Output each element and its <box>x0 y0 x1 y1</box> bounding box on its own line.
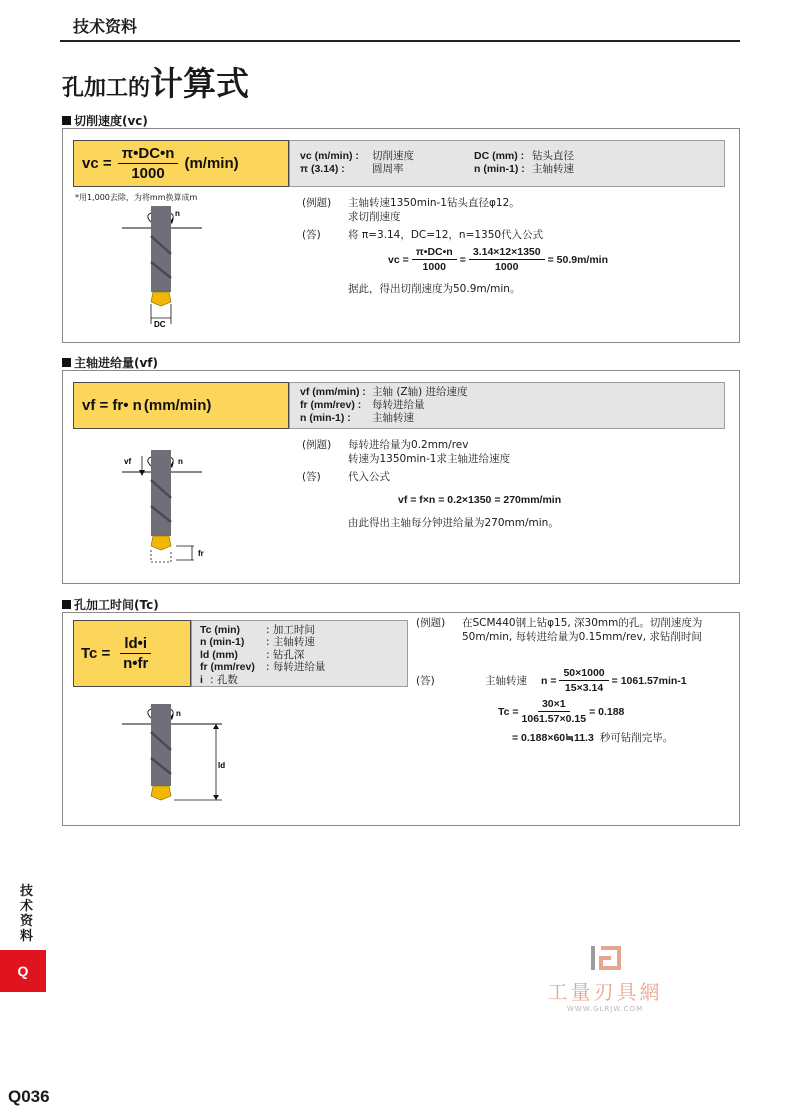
bullet-square-icon <box>62 600 71 609</box>
def-symbol: DC (mm) : <box>474 150 525 162</box>
def-desc: 主轴转速 <box>532 163 574 175</box>
formula-denominator: 1000 <box>131 165 165 182</box>
fig-label-ld: ld <box>218 761 226 770</box>
def-symbol: fr (mm/rev) : <box>300 399 362 411</box>
arrow-head-icon <box>139 470 145 476</box>
fig-label-n: n <box>176 709 181 718</box>
example-line: 求切削速度 <box>348 211 401 223</box>
definition-row <box>300 386 724 399</box>
calc-fraction <box>522 698 587 725</box>
bullet-square-icon <box>62 116 71 125</box>
watermark-url: WWW.GLRJW.COM <box>566 1005 644 1013</box>
formula-numerator: π•DC•n <box>118 145 179 164</box>
def-symbol: vf (mm/min) : <box>300 386 366 398</box>
drill-tip <box>151 292 171 306</box>
example-label: (例题) <box>302 197 332 209</box>
answer-label: (答) <box>302 471 321 483</box>
formula-unit: (m/min) <box>184 155 239 172</box>
calc-eq: = <box>459 253 466 266</box>
formula-tc <box>73 620 191 687</box>
def-symbol: n (min-1) <box>200 636 245 649</box>
conclusion: 由此得出主轴每分钟进给量为270mm/min。 <box>348 517 559 529</box>
def-symbol: n (min-1) : <box>300 412 351 424</box>
fig-label-n: n <box>178 457 183 466</box>
arrow-head-icon <box>213 795 219 800</box>
side-tab-text: 技术资料 <box>20 884 34 944</box>
fig-label-n: n <box>175 209 180 218</box>
formula-numerator: ld•i <box>120 635 151 654</box>
definition-row <box>200 624 407 636</box>
formula-vc <box>73 140 289 187</box>
calc-label: 主轴转速 <box>485 675 527 687</box>
watermark-logo-icon <box>585 944 625 972</box>
fig-label-vf: vf <box>124 457 132 466</box>
drill-shank <box>151 450 171 536</box>
section-heading-label: 孔加工时间(Tc) <box>74 598 159 612</box>
definitions-vc <box>289 140 725 187</box>
definition-row <box>300 399 724 412</box>
calc-denominator: 1000 <box>422 261 446 273</box>
fig-label-fr: fr <box>198 549 204 558</box>
def-symbol: vc (m/min) : <box>300 150 359 162</box>
definition-row <box>200 661 407 673</box>
drill-diagram-vf <box>118 450 214 572</box>
answer-label: (答) <box>416 675 435 687</box>
conclusion: 据此，得出切削速度为50.9m/min。 <box>348 283 521 295</box>
chapter-badge[interactable]: Q <box>0 950 46 992</box>
drill-diagram-tc <box>118 704 228 818</box>
calc-fraction <box>469 246 545 273</box>
def-desc: : 主轴转速 <box>266 636 315 649</box>
calc-denominator: 15×3.14 <box>564 682 604 694</box>
calc-result: = 1061.57min-1 <box>611 674 687 687</box>
arrow-head-icon <box>213 724 219 729</box>
page-title-part2: 计算式 <box>150 64 250 103</box>
drill-diagram-vc <box>118 206 208 330</box>
calc-vc <box>388 246 608 273</box>
def-desc: 圆周率 <box>372 163 404 175</box>
def-desc: 切削速度 <box>372 150 414 162</box>
page-title <box>62 58 249 105</box>
example-line: 转速为1350min-1求主轴进给速度 <box>348 453 510 465</box>
section-heading-vc <box>62 112 148 129</box>
example-line: 主轴转速1350min-1钻头直径φ12。 <box>348 197 520 209</box>
watermark <box>540 944 670 1013</box>
definition-row <box>200 674 407 686</box>
def-desc: : 加工时间 <box>266 624 315 636</box>
page-number: Q036 <box>8 1087 50 1106</box>
calc-numerator: π•DC•n <box>412 246 457 260</box>
calc-text: = 0.188×60≒11.3 <box>512 731 594 744</box>
answer-line: 代入公式 <box>348 471 390 483</box>
calc-tc <box>498 698 624 725</box>
calc-denominator: 1000 <box>495 261 519 273</box>
definition-row <box>200 636 407 648</box>
formula-text: vf = fr• n <box>82 397 142 414</box>
def-symbol: fr (mm/rev) <box>200 661 255 674</box>
calc-numerator: 3.14×12×1350 <box>469 246 545 260</box>
drill-shank <box>151 206 171 292</box>
calc-lhs: Tc = <box>498 705 519 718</box>
calc-numerator: 30×1 <box>538 698 570 712</box>
calc-lhs: vc = <box>388 253 409 266</box>
header-title: 技术资料 <box>73 17 138 36</box>
section-heading-tc <box>62 596 159 613</box>
def-symbol: ld (mm) <box>200 648 238 661</box>
def-desc: : 钻孔深 <box>266 648 305 661</box>
section-heading-label: 切削速度(vc) <box>74 114 148 128</box>
formula-unit: (mm/min) <box>143 397 212 414</box>
formula-fraction <box>120 635 151 672</box>
calc-vf: vf = f×n = 0.2×1350 = 270mm/min <box>398 494 562 506</box>
example-line: 50m/min, 每转进给量为0.15mm/rev, 求钻削时间 <box>462 631 702 643</box>
definitions-vf <box>289 382 725 429</box>
def-desc: 主轴转速 <box>372 412 414 424</box>
calc-result: = 0.188 <box>589 705 625 718</box>
fig-label-dc: DC <box>154 320 166 329</box>
answer-label: (答) <box>302 229 321 241</box>
section-heading-vf <box>62 354 158 371</box>
example-label: (例题) <box>302 439 332 451</box>
def-symbol: n (min-1) : <box>474 163 525 175</box>
watermark-text: 工量刃具網 <box>547 980 663 1004</box>
calc-fraction <box>412 246 457 273</box>
calc-seconds <box>512 730 673 745</box>
section-heading-label: 主轴进给量(vf) <box>74 356 159 370</box>
calc-denominator: 1061.57×0.15 <box>521 713 587 725</box>
definition-row <box>300 163 724 176</box>
drill-tip <box>151 786 171 800</box>
calc-spindle-speed <box>485 667 687 694</box>
calc-result: = 50.9m/min <box>547 253 609 266</box>
example-label: (例题) <box>416 617 446 629</box>
formula-denominator: n•fr <box>123 655 149 672</box>
bullet-square-icon <box>62 358 71 367</box>
def-symbol: π (3.14) : <box>300 163 345 175</box>
def-symbol: i <box>200 673 203 686</box>
page-title-part1: 孔加工的 <box>62 76 151 101</box>
def-desc: : 每转进给量 <box>266 661 326 674</box>
def-desc: 钻头直径 <box>532 150 574 162</box>
formula-vf <box>73 382 289 429</box>
example-line: 在SCM440钢上钻φ15, 深30mm的孔。切削速度为 <box>462 617 703 629</box>
def-desc: 每转进给量 <box>372 399 425 411</box>
calc-numerator: 50×1000 <box>559 667 608 681</box>
calc-fraction <box>559 667 608 694</box>
example-line: 每转进给量为0.2mm/rev <box>348 439 469 451</box>
definition-row <box>200 649 407 661</box>
definition-row <box>300 150 724 163</box>
formula-lhs: Tc = <box>81 645 111 662</box>
formula-fraction <box>118 145 179 182</box>
def-desc: 主轴 (Z轴) 进给速度 <box>372 386 468 398</box>
def-desc: : 孔数 <box>210 673 238 686</box>
calc-lhs: n = <box>541 674 557 687</box>
next-position-outline <box>151 550 171 562</box>
def-symbol: Tc (min) <box>200 624 241 636</box>
conversion-note: *用1,000去除，为将mm换算成m <box>75 193 198 202</box>
answer-line: 将 π=3.14，DC=12，n=1350代入公式 <box>348 229 544 241</box>
calc-tail: 秒可钻削完毕。 <box>599 732 674 744</box>
header-rule <box>60 40 740 42</box>
definition-row <box>300 412 724 425</box>
drill-tip <box>151 536 171 550</box>
drill-shank <box>151 704 171 786</box>
formula-lhs: vc = <box>82 155 112 172</box>
definitions-tc <box>191 620 408 687</box>
